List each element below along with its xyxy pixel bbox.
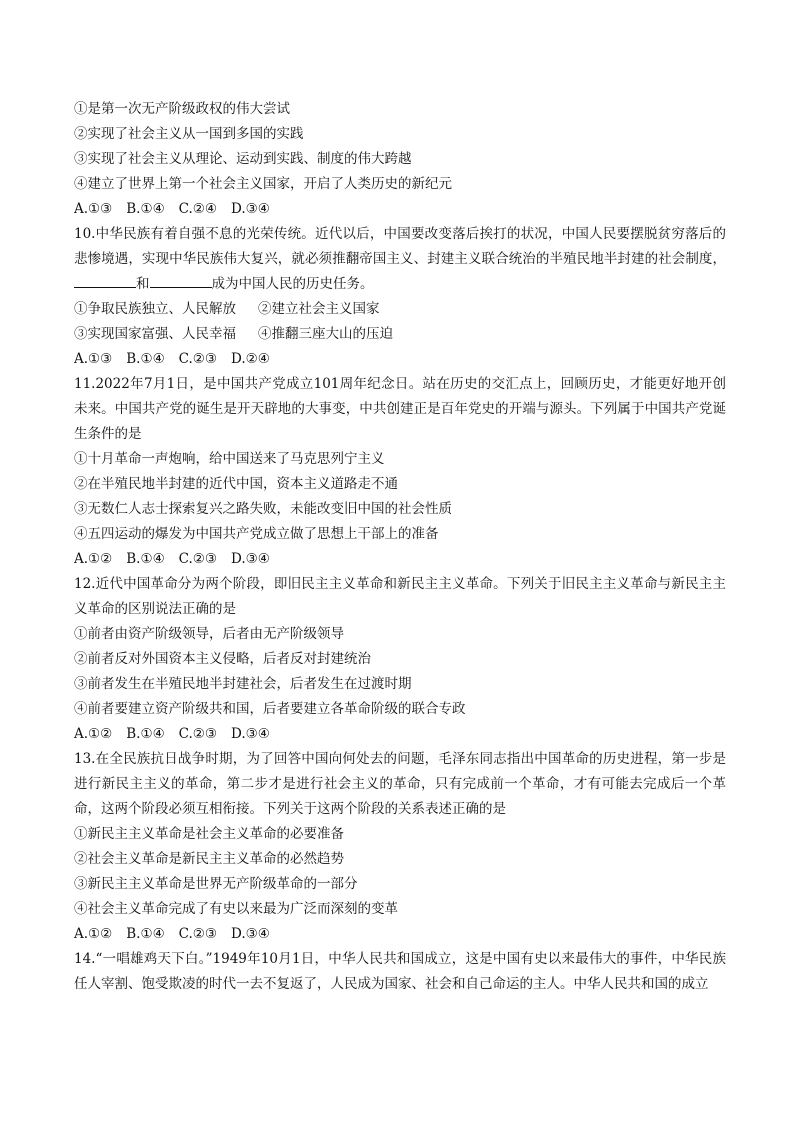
q11-stem: 11.2022年7月1日，是中国共产党成立101周年纪念日。站在历史的交汇点上，回顾历史，才能更好地开创未来。中国共产党的诞生是开天辟地的大事变，中共创建正是百年党史的开端与源头。下列属于中国共产党诞生条件的是: [74, 376, 726, 442]
q13-answers: [74, 922, 726, 947]
q10-option-3: ③实现国家富强、人民幸福: [74, 326, 236, 342]
q11-option-4: ④五四运动的爆发为中国共产党成立做了思想上干部上的准备: [74, 526, 439, 542]
q10-answer-b: B.①④: [126, 351, 165, 367]
q12-answers: [74, 722, 726, 747]
q11-option-2: ②在半殖民地半封建的近代中国，资本主义道路走不通: [74, 476, 398, 492]
q9-answers: [74, 197, 726, 222]
q11-answers: [74, 547, 726, 572]
q13-option-2: ②社会主义革命是新民主主义革命的必然趋势: [74, 851, 344, 867]
q13-option-1: ①新民主主义革命是社会主义革命的必要准备: [74, 826, 344, 842]
q13-option-3: ③新民主主义革命是世界无产阶级革命的一部分: [74, 876, 358, 892]
q12-answer-c: C.②③: [178, 726, 218, 742]
q10-option-1: ①争取民族独立、人民解放: [74, 301, 236, 317]
q11-option-3: ③无数仁人志士探索复兴之路失败，未能改变旧中国的社会性质: [74, 501, 452, 517]
q12-option-2: ②前者反对外国资本主义侵略，后者反对封建统治: [74, 651, 371, 667]
question-12: [74, 572, 726, 747]
q9-answer-d: D.③④: [231, 201, 270, 217]
question-14: [74, 947, 726, 997]
q10-blank-1: [74, 273, 136, 288]
q9-option-4: ④建立了世界上第一个社会主义国家，开启了人类历史的新纪元: [74, 176, 452, 192]
q11-answer-c: C.②③: [178, 551, 218, 567]
q9-option-1: ①是第一次无产阶级政权的伟大尝试: [74, 101, 290, 117]
q12-answer-a: A.①②: [74, 726, 113, 742]
q9-option-3: ③实现了社会主义从理论、运动到实践、制度的伟大跨越: [74, 151, 412, 167]
q13-option-4: ④社会主义革命完成了有史以来最为广泛而深刻的变革: [74, 901, 398, 917]
q10-answer-a: A.①③: [74, 351, 113, 367]
q10-stem-text: 10.中华民族有着自强不息的光荣传统。近代以后，中国要改变落后挨打的状况，中国人民要摆脱贫穷落后的悲惨境遇，实现中华民族伟大复兴，就必须推翻帝国主义、封建主义联合统治的半殖民地半封建的社会制度，: [74, 226, 726, 267]
q13-stem: 13.在全民族抗日战争时期，为了回答中国向何处去的问题，毛泽东同志指出中国革命的历史进程，第一步是进行新民主主义的革命，第二步才是进行社会主义的革命，只有完成前一个革命，才有可能去完成后一个革命，这两个阶段必须互相衔接。下列关于这两个阶段的关系表述正确的是: [74, 751, 726, 817]
q10-stem: [74, 222, 726, 297]
question-content: [74, 97, 726, 997]
question-10: [74, 222, 726, 372]
q9-answer-c: C.②④: [178, 201, 218, 217]
q10-option-4: ④推翻三座大山的压迫: [258, 326, 393, 342]
q10-stem-connector: 和: [136, 276, 150, 292]
q9-answer-b: B.①④: [126, 201, 165, 217]
q11-answer-b: B.①④: [126, 551, 165, 567]
q10-blank-2: [150, 273, 212, 288]
q13-answer-b: B.①④: [126, 926, 165, 942]
q10-options-row-2: [74, 322, 726, 347]
q11-option-1: ①十月革命一声炮响，给中国送来了马克思列宁主义: [74, 451, 385, 467]
q10-answer-c: C.②③: [178, 351, 218, 367]
q9-option-2: ②实现了社会主义从一国到多国的实践: [74, 126, 304, 142]
q13-answer-c: C.②③: [178, 926, 218, 942]
q12-option-3: ③前者发生在半殖民地半封建社会，后者发生在过渡时期: [74, 676, 412, 692]
question-9: [74, 97, 726, 222]
q13-answer-d: D.③④: [231, 926, 270, 942]
q11-answer-a: A.①②: [74, 551, 113, 567]
q12-option-4: ④前者要建立资产阶级共和国，后者要建立各革命阶级的联合专政: [74, 701, 466, 717]
question-11: [74, 372, 726, 572]
q12-answer-d: D.③④: [231, 726, 270, 742]
q10-answer-d: D.②④: [231, 351, 270, 367]
q13-answer-a: A.①②: [74, 926, 113, 942]
q12-stem: 12.近代中国革命分为两个阶段，即旧民主主义革命和新民主主义革命。下列关于旧民主主义革命与新民主主义革命的区别说法正确的是: [74, 576, 726, 617]
q9-answer-a: A.①③: [74, 201, 113, 217]
q10-options-row-1: [74, 297, 726, 322]
q10-stem-end: 成为中国人民的历史任务。: [211, 276, 374, 292]
q12-answer-b: B.①④: [126, 726, 165, 742]
q14-stem: 14.“一唱雄鸡天下白。”1949年10月1日，中华人民共和国成立，这是中国有史以来最伟大的事件，中华民族任人宰割、饱受欺凌的时代一去不复返了，人民成为国家、社会和自己命运的主人。中华人民共和国的成立: [74, 951, 726, 992]
q10-answers: [74, 347, 726, 372]
question-13: [74, 747, 726, 947]
q11-answer-d: D.③④: [231, 551, 270, 567]
q10-option-2: ②建立社会主义国家: [258, 301, 380, 317]
q12-option-1: ①前者由资产阶级领导，后者由无产阶级领导: [74, 626, 344, 642]
